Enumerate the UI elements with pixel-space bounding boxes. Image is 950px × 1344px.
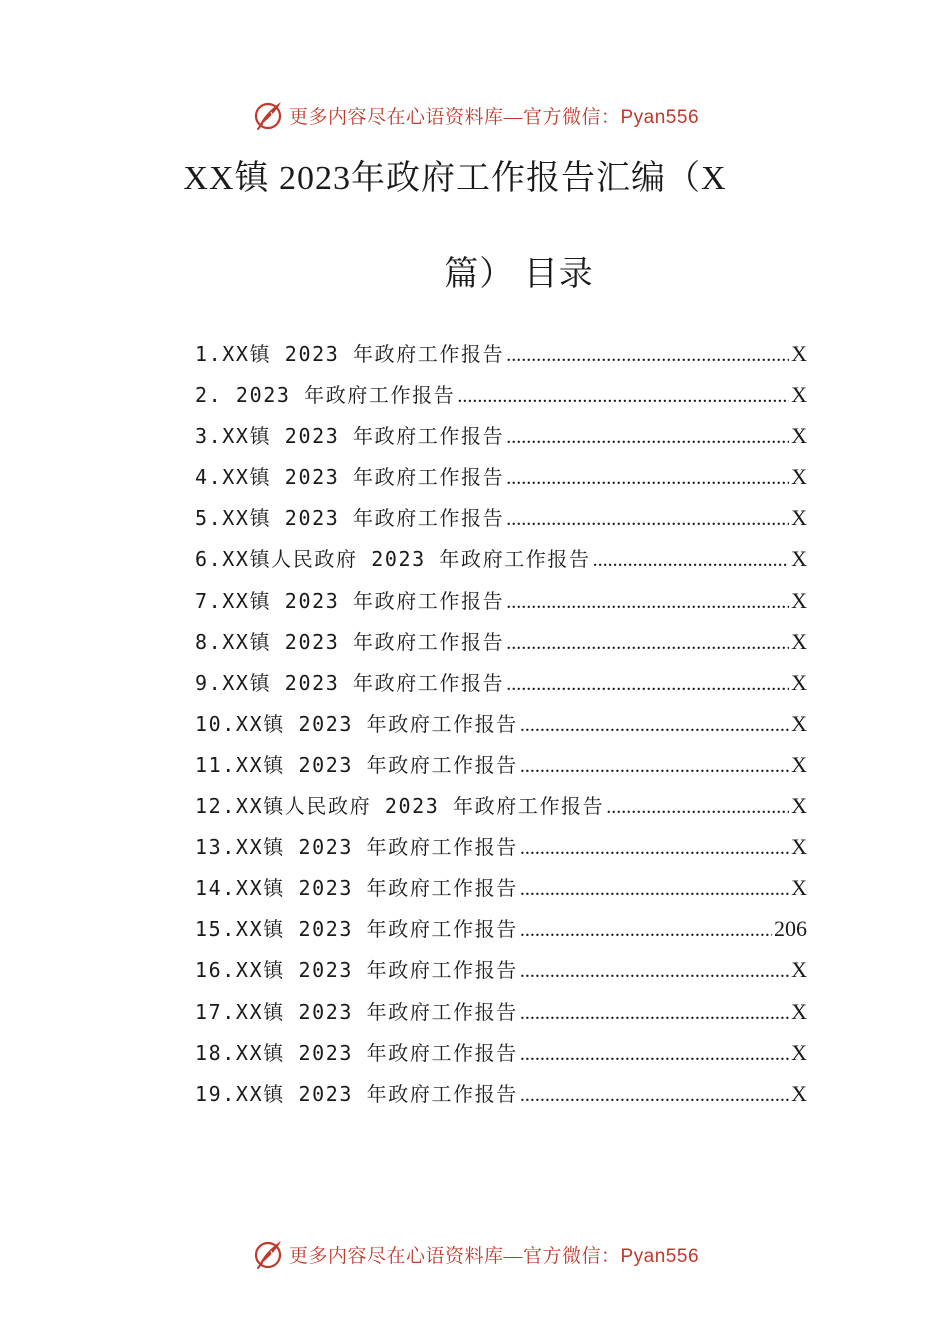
toc-item-title: 5.XX镇 2023 年政府工作报告 [195,506,505,531]
toc-item[interactable] [195,585,807,626]
toc-dot-leader [520,712,789,737]
toc-item[interactable] [195,338,807,379]
toc-item-page-number: X [791,793,807,819]
toc-item-title: 17.XX镇 2023 年政府工作报告 [195,999,518,1024]
toc-item-page-number: X [791,546,807,572]
toc-item-page-number: X [791,834,807,860]
toc-dot-leader [506,424,789,449]
toc-dot-leader [457,383,789,408]
toc-dot-leader [520,753,789,778]
toc-dot-leader [520,1000,789,1025]
toc-item-title: 2. 2023 年政府工作报告 [195,383,456,408]
toc-item[interactable] [195,626,807,667]
watermark-wechat-id: Pyan556 [620,1245,700,1267]
toc-item-title: 13.XX镇 2023 年政府工作报告 [195,835,518,860]
toc-item-title: 1.XX镇 2023 年政府工作报告 [195,342,505,366]
toc-item-title: 11.XX镇 2023 年政府工作报告 [195,752,518,777]
toc-dot-leader [506,630,789,655]
toc-item-page-number: X [791,1080,807,1106]
toc-item[interactable] [195,749,807,790]
toc-item-page-number: X [791,341,807,366]
toc-item-page-number: X [791,998,807,1024]
toc-item-title: 9.XX镇 2023 年政府工作报告 [195,670,505,695]
toc-item[interactable] [195,543,807,584]
toc-item-title: 16.XX镇 2023 年政府工作报告 [195,958,518,983]
toc-dot-leader [506,342,789,367]
toc-dot-leader [520,1082,789,1107]
watermark-text-cn: 更多内容尽在心语资料库—官方微信： [288,106,621,128]
toc-item-page-number: X [791,669,807,695]
toc-dot-leader [520,876,789,901]
toc-item-page-number: X [791,464,807,490]
toc-item[interactable] [195,913,807,954]
toc-item[interactable] [195,790,807,831]
toc-dot-leader [506,506,789,531]
toc-item-title: 10.XX镇 2023 年政府工作报告 [195,711,518,736]
toc-dot-leader [593,547,789,572]
quill-pen-icon [251,1237,285,1271]
toc-dot-leader [506,671,789,696]
toc-item-page-number: X [791,751,807,777]
toc-dot-leader [520,1041,789,1066]
watermark-wechat-id: Pyan556 [620,106,700,128]
toc-item[interactable] [195,1037,807,1078]
toc-item[interactable] [195,461,807,502]
document-title-line-1: XX镇 2023年政府工作报告汇编（X [183,160,727,197]
toc-item[interactable] [195,667,807,708]
toc-item-page-number: X [791,587,807,613]
toc-dot-leader [606,794,789,819]
document-title-line-2: 篇） 目录 [444,256,594,293]
toc-item-title: 15.XX镇 2023 年政府工作报告 [195,917,518,942]
toc-item-page-number: X [791,382,807,408]
toc-item[interactable] [195,954,807,995]
toc-item-title: 12.XX镇人民政府 2023 年政府工作报告 [195,794,605,819]
toc-item-title: 18.XX镇 2023 年政府工作报告 [195,1040,518,1065]
toc-item[interactable] [195,502,807,543]
toc-item-page-number: X [791,875,807,901]
toc-item-title: 14.XX镇 2023 年政府工作报告 [195,876,518,901]
header-watermark [0,95,950,135]
toc-item-page-number: X [791,628,807,654]
toc-item[interactable] [195,1078,807,1119]
toc-item-title: 8.XX镇 2023 年政府工作报告 [195,629,505,654]
toc-item-title: 4.XX镇 2023 年政府工作报告 [195,465,505,490]
toc-item-title: 7.XX镇 2023 年政府工作报告 [195,588,505,613]
toc-item-page-number: 206 [774,916,807,942]
watermark-text [289,102,699,129]
toc-item-page-number: X [791,423,807,449]
table-of-contents [195,338,807,1119]
toc-item-page-number: X [791,1039,807,1065]
toc-item[interactable] [195,420,807,461]
toc-item-title: 6.XX镇人民政府 2023 年政府工作报告 [195,547,591,572]
toc-dot-leader [520,835,789,860]
toc-item[interactable] [195,996,807,1037]
footer-watermark [0,1234,950,1274]
quill-pen-icon [251,98,285,132]
toc-item[interactable] [195,379,807,420]
toc-item[interactable] [195,708,807,749]
toc-item[interactable] [195,872,807,913]
toc-item-page-number: X [791,710,807,736]
toc-item-page-number: X [791,957,807,983]
toc-item-page-number: X [791,505,807,531]
toc-dot-leader [506,589,789,614]
watermark-text-cn: 更多内容尽在心语资料库—官方微信： [288,1245,621,1267]
toc-item-title: 3.XX镇 2023 年政府工作报告 [195,424,505,449]
toc-dot-leader [520,958,789,983]
toc-item-title: 19.XX镇 2023 年政府工作报告 [195,1081,518,1106]
toc-dot-leader [506,465,789,490]
toc-item[interactable] [195,831,807,872]
toc-dot-leader [520,917,772,942]
watermark-text [289,1241,699,1268]
